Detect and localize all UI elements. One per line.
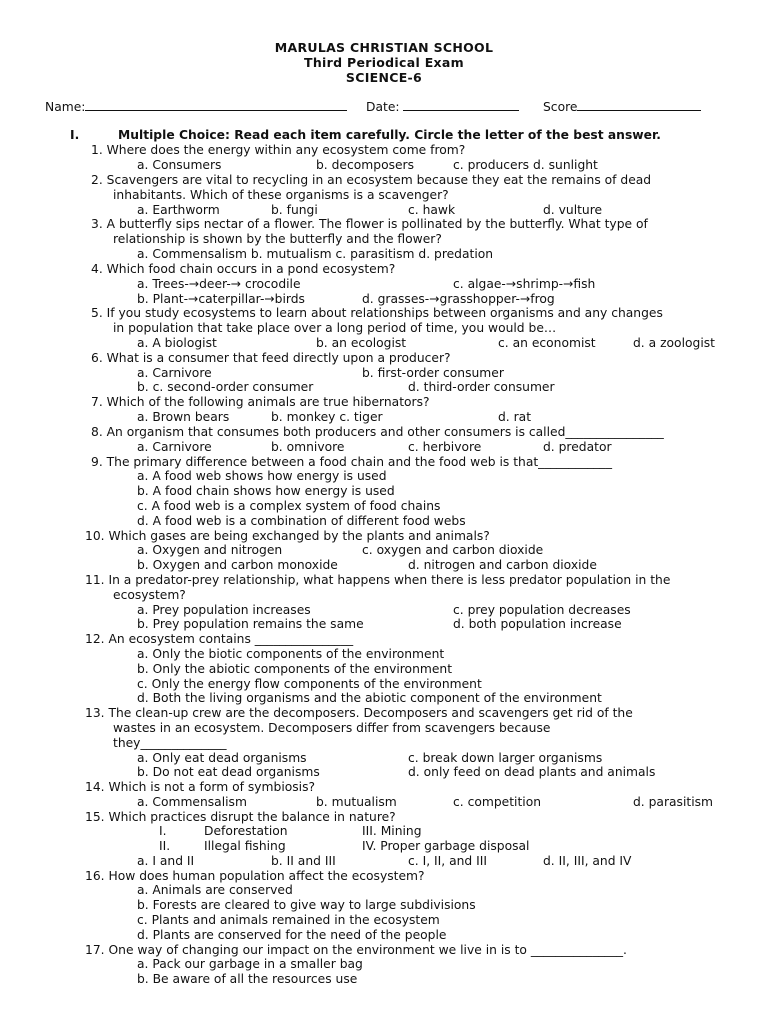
exam-text-line: 7. Which of the following animals are true hibernators? (91, 395, 430, 409)
exam-text-line: c. competition (453, 795, 542, 809)
exam-text-line: Illegal fishing (204, 839, 286, 853)
subject-title: SCIENCE-6 (345, 70, 423, 85)
exam-text-line: 17. One way of changing our impact on the environment we live in is to _______________. (85, 943, 627, 957)
school-name: MARULAS CHRISTIAN SCHOOL (274, 40, 494, 55)
exam-text-line: a. I and II (137, 854, 195, 868)
name-blank (85, 99, 347, 111)
exam-text-line: 8. An organism that consumes both producers and other consumers is called________________ (91, 425, 664, 439)
exam-text-line: d. predator (543, 440, 612, 454)
exam-text-line: b. an ecologist (316, 336, 407, 350)
date-label: Date: (366, 100, 400, 114)
exam-text-line: c. producers d. sunlight (453, 158, 598, 172)
exam-text-line: 6. What is a consumer that feed directly upon a producer? (91, 351, 451, 365)
exam-text-line: d. vulture (543, 203, 603, 217)
exam-text-line: a. Only eat dead organisms (137, 751, 307, 765)
exam-text-line: c. algae-→shrimp-→fish (453, 277, 596, 291)
exam-text-line: II. (159, 839, 171, 853)
exam-text-line: a. Animals are conserved (137, 883, 293, 897)
exam-text-line: III. Mining (362, 824, 422, 838)
exam-text-line: b. c. second-order consumer (137, 380, 314, 394)
exam-text-line: b. Do not eat dead organisms (137, 765, 320, 779)
exam-text-line: a. Consumers (137, 158, 222, 172)
exam-text-line: inhabitants. Which of these organisms is a scavenger? (113, 188, 449, 202)
exam-text-line: a. Commensalism (137, 795, 247, 809)
exam-text-line: a. Carnivore (137, 440, 212, 454)
exam-text-line: d. a zoologist (633, 336, 715, 350)
exam-text-line: in population that take place over a long period of time, you would be… (113, 321, 557, 335)
exam-text-line: d. grasses-→grasshopper-→frog (362, 292, 555, 306)
exam-text-line: a. Commensalism b. mutualism c. parasitism d. predation (137, 247, 494, 261)
exam-text-line: c. break down larger organisms (408, 751, 603, 765)
exam-text-line: d. II, III, and IV (543, 854, 632, 868)
exam-text-line: 12. An ecosystem contains ________________ (85, 632, 354, 646)
name-field[interactable] (45, 99, 347, 115)
exam-text-line: a. Brown bears (137, 410, 230, 424)
exam-text-line: b. A food chain shows how energy is used (137, 484, 395, 498)
exam-text-line: d. nitrogen and carbon dioxide (408, 558, 597, 572)
exam-text-line: b. monkey c. tiger (271, 410, 383, 424)
exam-text-line: d. A food web is a combination of different food webs (137, 514, 466, 528)
name-label: Name: (45, 100, 86, 114)
exam-text-line: relationship is shown by the butterfly and the flower? (113, 232, 442, 246)
exam-text-line: b. first-order consumer (362, 366, 504, 380)
exam-text-line: d. rat (498, 410, 532, 424)
exam-text-line: b. Forests are cleared to give way to large subdivisions (137, 898, 476, 912)
exam-text-line: c. oxygen and carbon dioxide (362, 543, 544, 557)
exam-text-line: a. A food web shows how energy is used (137, 469, 387, 483)
exam-text-line: a. Carnivore (137, 366, 212, 380)
exam-text-line: wastes in an ecosystem. Decomposers differ from scavengers because (113, 721, 551, 735)
exam-text-line: 9. The primary difference between a food chain and the food web is that____________ (91, 455, 612, 469)
exam-text-line: 2. Scavengers are vital to recycling in an ecosystem because they eat the remains of dead (91, 173, 652, 187)
exam-text-line: c. prey population decreases (453, 603, 631, 617)
exam-text-line: b. mutualism (316, 795, 397, 809)
exam-text-line: a. A biologist (137, 336, 217, 350)
exam-text-line: b. Oxygen and carbon monoxide (137, 558, 338, 572)
exam-text-line: b. decomposers (316, 158, 415, 172)
exam-text-line: c. hawk (408, 203, 456, 217)
exam-text-line: d. only feed on dead plants and animals (408, 765, 656, 779)
score-field[interactable] (543, 99, 701, 115)
exam-text-line: c. Plants and animals remained in the ecosystem (137, 913, 440, 927)
exam-text-line: a. Only the biotic components of the environment (137, 647, 445, 661)
section-number: I. (70, 128, 80, 142)
exam-text-line: I. (159, 824, 167, 838)
section-instruction: Multiple Choice: Read each item carefully. Circle the letter of the best answer. (118, 128, 661, 142)
exam-title: Third Periodical Exam (304, 55, 464, 70)
exam-text-line: d. Both the living organisms and the abiotic component of the environment (137, 691, 602, 705)
exam-text-line: d. both population increase (453, 617, 622, 631)
exam-text-line: b. Plant-→caterpillar-→birds (137, 292, 305, 306)
exam-text-line: a. Oxygen and nitrogen (137, 543, 283, 557)
date-blank (403, 99, 519, 111)
exam-text-line: 11. In a predator-prey relationship, what happens when there is less predator population in the (85, 573, 671, 587)
exam-text-line: a. Earthworm (137, 203, 220, 217)
exam-text-line: b. Be aware of all the resources use (137, 972, 358, 986)
exam-text-line: b. fungi (271, 203, 318, 217)
exam-text-line: c. Only the energy flow components of the environment (137, 677, 482, 691)
exam-text-line: they______________ (113, 736, 227, 750)
exam-text-line: d. Plants are conserved for the need of the people (137, 928, 447, 942)
exam-text-line: c. herbivore (408, 440, 482, 454)
exam-text-line: c. an economist (498, 336, 596, 350)
score-label: Score (543, 100, 578, 114)
exam-text-line: 3. A butterfly sips nectar of a flower. The flower is pollinated by the butterfly. What type of (91, 217, 648, 231)
exam-text-line: d. third-order consumer (408, 380, 555, 394)
exam-text-line: 13. The clean-up crew are the decomposers. Decomposers and scavengers get rid of the (85, 706, 633, 720)
exam-text-line: a. Prey population increases (137, 603, 311, 617)
exam-text-line: 1. Where does the energy within any ecosystem come from? (91, 143, 466, 157)
exam-text-line: a. Pack our garbage in a smaller bag (137, 957, 363, 971)
exam-text-line: 14. Which is not a form of symbiosis? (85, 780, 316, 794)
exam-text-line: c. A food web is a complex system of food chains (137, 499, 441, 513)
exam-text-line: 10. Which gases are being exchanged by the plants and animals? (85, 529, 490, 543)
exam-text-line: IV. Proper garbage disposal (362, 839, 530, 853)
exam-text-line: c. I, II, and III (408, 854, 488, 868)
exam-text-line: 16. How does human population affect the ecosystem? (85, 869, 425, 883)
exam-text-line: b. Only the abiotic components of the environment (137, 662, 453, 676)
score-blank (577, 99, 701, 111)
exam-text-line: b. Prey population remains the same (137, 617, 364, 631)
exam-text-line: 4. Which food chain occurs in a pond ecosystem? (91, 262, 396, 276)
exam-text-line: 15. Which practices disrupt the balance in nature? (85, 810, 396, 824)
exam-text-line: a. Trees-→deer-→ crocodile (137, 277, 301, 291)
exam-text-line: Deforestation (204, 824, 288, 838)
exam-text-line: b. omnivore (271, 440, 345, 454)
exam-text-line: 5. If you study ecosystems to learn about relationships between organisms and any changes (91, 306, 663, 320)
exam-text-line: d. parasitism (633, 795, 714, 809)
exam-text-line: b. II and III (271, 854, 336, 868)
date-field[interactable] (366, 99, 519, 115)
exam-text-line: ecosystem? (113, 588, 186, 602)
